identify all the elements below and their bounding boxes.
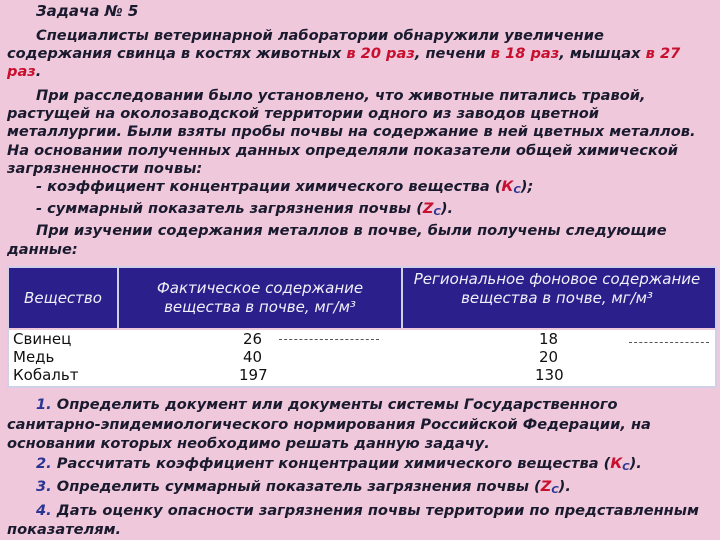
bullet-zc-end: ).	[440, 200, 454, 218]
data-intro-text: При изучении содержания металлов в почве, были получены следующие данные:	[7, 222, 667, 258]
table-body	[9, 330, 715, 386]
cell-substance: Свинец	[13, 330, 72, 348]
tasks-block	[7, 395, 713, 540]
cell-background: 20	[539, 348, 559, 366]
cell-actual: 197	[239, 366, 268, 384]
dashed-line	[279, 339, 379, 340]
kc-subscript: С	[513, 185, 521, 197]
dashed-line	[629, 342, 709, 343]
task-number: 4.	[36, 501, 52, 519]
table-row	[9, 348, 715, 366]
task-number: 1.	[36, 396, 52, 413]
header-actual: Фактическое содержание вещества в почве, мг/м³	[156, 279, 364, 316]
intro-text-a: Специалисты ветеринарной лаборатории обнаружили увеличение содержания свинца в костях животных	[7, 27, 604, 63]
cell-substance: Кобальт	[13, 366, 79, 384]
task-number: 2.	[36, 454, 52, 472]
cell-actual: 40	[243, 348, 263, 366]
cell-substance: Медь	[13, 348, 55, 366]
liver-increase: в 18 раз	[490, 45, 560, 63]
task-text: Определить суммарный показатель загрязнения почвы (	[51, 478, 541, 495]
zc-symbol: Z	[540, 478, 552, 495]
header-substance: Вещество	[24, 289, 102, 307]
bullet-kc-end: );	[520, 178, 534, 196]
intro-text-c: , мышцах	[559, 45, 646, 63]
zc-symbol: Z	[422, 200, 434, 218]
bullet-kc-text: - коэффициент концентрации химического вещества (	[36, 178, 502, 196]
task-text: Дать оценку опасности загрязнения почвы территории по представленным показателям.	[7, 501, 699, 538]
intro-paragraph	[7, 27, 713, 82]
table-header	[9, 268, 715, 328]
kc-symbol: К	[501, 178, 514, 196]
task-number: 3.	[36, 478, 52, 495]
muscle-increase: в 27 раз	[7, 45, 681, 81]
intro-text-d: .	[35, 63, 42, 81]
table-row	[9, 330, 715, 348]
zc-subscript: C	[433, 207, 441, 219]
task-title: Задача № 5	[36, 2, 139, 20]
bullet-zc-text: - суммарный показатель загрязнения почвы (	[36, 200, 423, 218]
kc-symbol: К	[610, 454, 623, 472]
investigation-paragraph	[7, 87, 713, 259]
cell-actual: 26	[243, 330, 263, 348]
investigation-text: При расследовании было установлено, что животные питались травой, растущей на околозаводской территории одного из заводов цветной металлургии. Были взяты пробы почвы на содержание в ней цветных металлов. На основании полученных данных определяли показатели общей химической загрязненности почвы:	[7, 87, 696, 177]
table-row	[9, 366, 715, 384]
metals-table	[7, 266, 717, 388]
cell-background: 18	[539, 330, 559, 348]
kc-subscript: С	[622, 461, 630, 473]
task-text: Рассчитать коэффициент концентрации химического вещества (	[51, 454, 611, 472]
header-background: Региональное фоновое содержание вещества в почве, мг/м³	[413, 270, 701, 307]
zc-subscript: C	[551, 485, 559, 496]
cell-background: 130	[535, 366, 564, 384]
task-end: ).	[629, 454, 642, 472]
bone-increase: в 20 раз	[346, 45, 415, 63]
intro-text-b: , печени	[414, 45, 491, 63]
task-text: Определить документ или документы системы Государственного санитарно-эпидемиологического нормирования Российской Федерации, на основании которых необходимо решать данную задачу.	[7, 396, 651, 452]
task-end: ).	[558, 478, 571, 495]
